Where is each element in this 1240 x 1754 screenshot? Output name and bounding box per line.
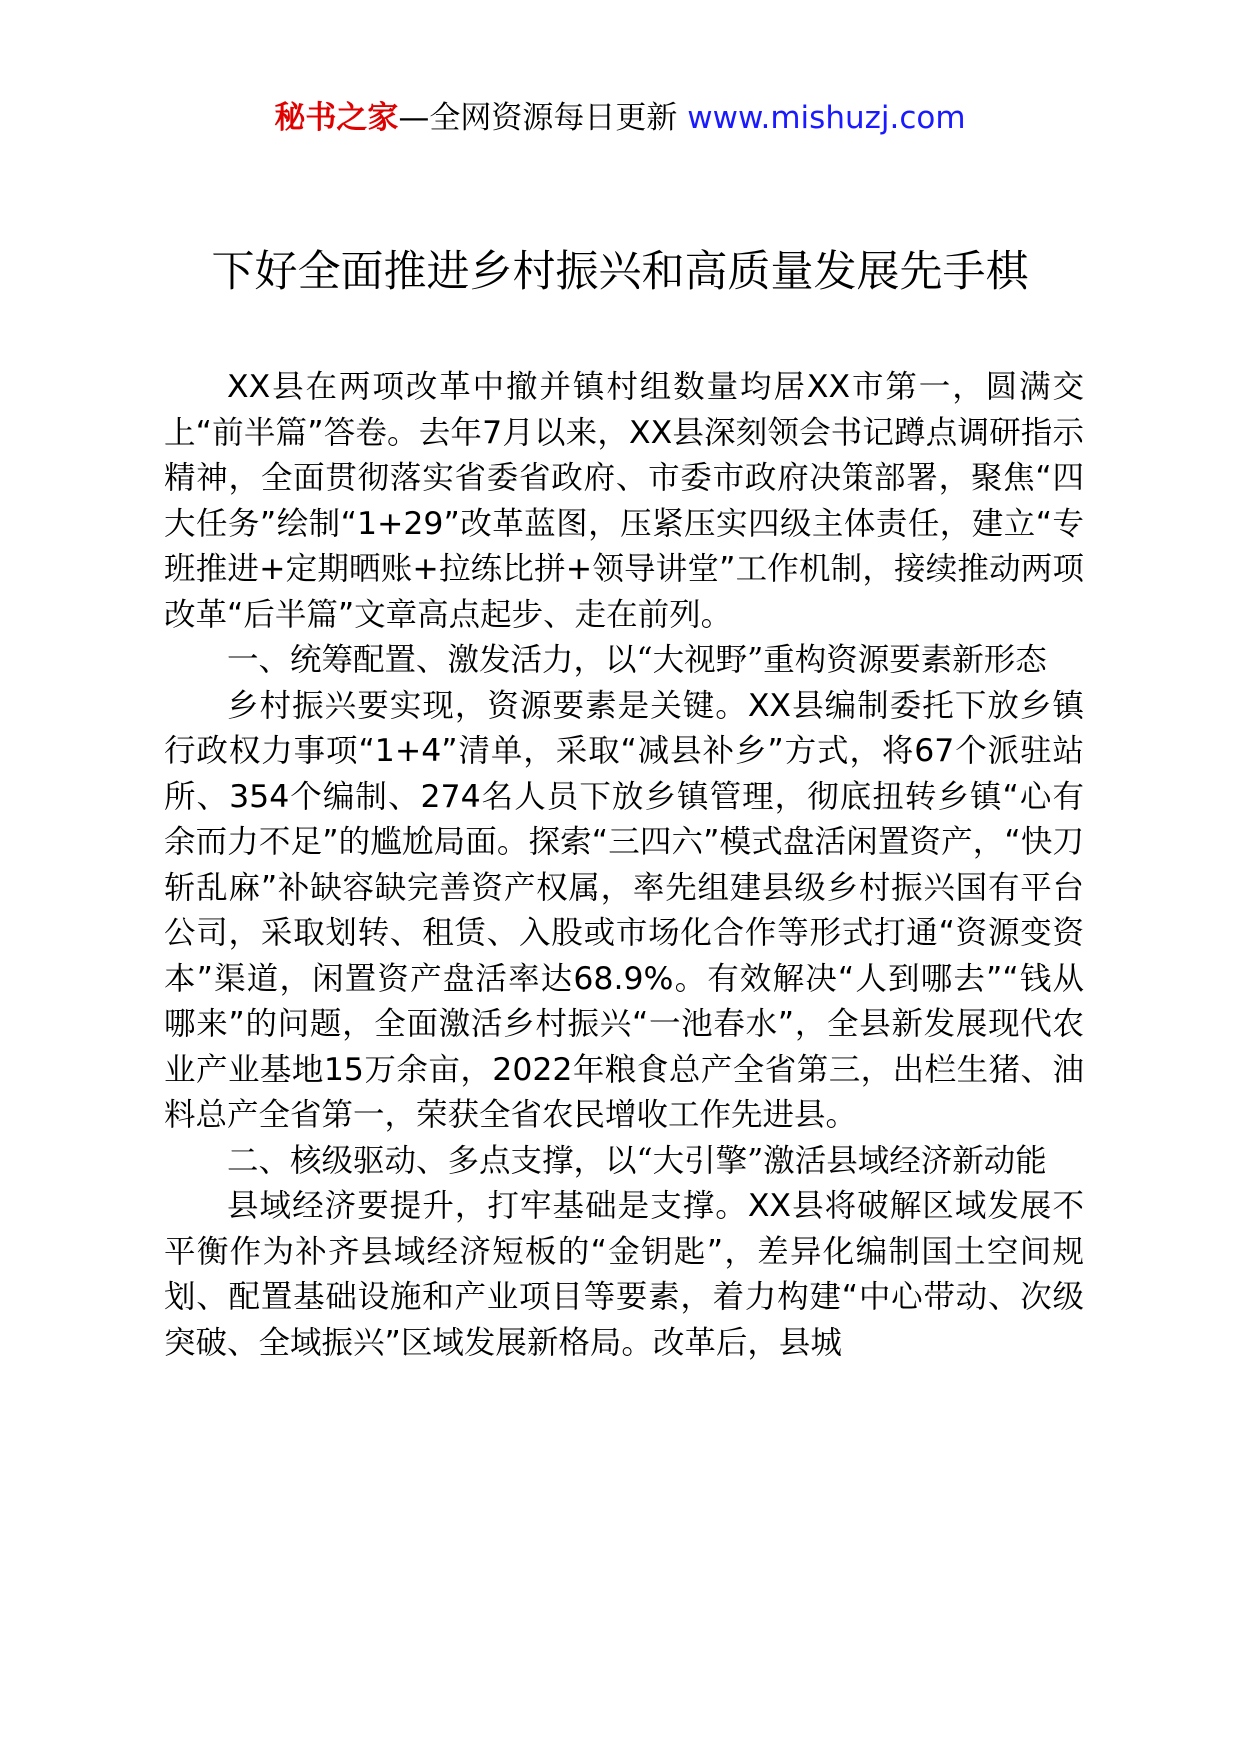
document-body <box>164 365 1084 1366</box>
paragraph-section-1: 乡村振兴要实现，资源要素是关键。XX县编制委托下放乡镇行政权力事项“1+4”清单，采取“减县补乡”方式，将67个派驻站所、354个编制、274名人员下放乡镇管理，彻底扭转乡镇“心有余而力不足”的尴尬局面。探索“三四六”模式盘活闲置资产，“快刀斩乱麻”补缺容缺完善资产权属，率先组建县级乡村振兴国有平台公司，采取划转、租赁、入股或市场化合作等形式打通“资源变资本”渠道，闲置资产盘活率达68.9%。有效解决“人到哪去”“钱从哪来”的问题，全面激活乡村振兴“一池春水”，全县新发展现代农业产业基地15万余亩，2022年粮食总产全省第三，出栏生猪、油料总产全省第一，荣获全省农民增收工作先进县。 <box>164 687 1084 1133</box>
section-heading-2: 二、核级驱动、多点支撑，以“大引擎”激活县域经济新动能 <box>227 1142 1047 1179</box>
site-header-banner <box>0 98 1240 138</box>
site-brand: 秘书之家 <box>274 100 399 136</box>
site-tagline: —全网资源每日更新 <box>398 100 678 136</box>
site-url-link[interactable]: www.mishuzj.com <box>687 100 966 136</box>
paragraph-section-2: 县域经济要提升，打牢基础是支撑。XX县将破解区域发展不平衡作为补齐县域经济短板的“金钥匙”，差异化编制国土空间规划、配置基础设施和产业项目等要素，着力构建“中心带动、次级突破、全域振兴”区域发展新格局。改革后，县城 <box>164 1188 1084 1361</box>
section-heading-1: 一、统筹配置、激发活力，以“大视野”重构资源要素新形态 <box>227 642 1047 678</box>
document-title: 下好全面推进乡村振兴和高质量发展先手棋 <box>211 247 1029 297</box>
paragraph-intro: XX县在两项改革中撤并镇村组数量均居XX市第一，圆满交上“前半篇”答卷。去年7月以来，XX县深刻领会书记蹲点调研指示精神，全面贯彻落实省委省政府、市委市政府决策部署，聚焦“四大任务”绘制“1+29”改革蓝图，压紧压实四级主体责任，建立“专班推进+定期晒账+拉练比拼+领导讲堂”工作机制，接续推动两项改革“后半篇”文章高点起步、走在前列。 <box>164 369 1084 633</box>
